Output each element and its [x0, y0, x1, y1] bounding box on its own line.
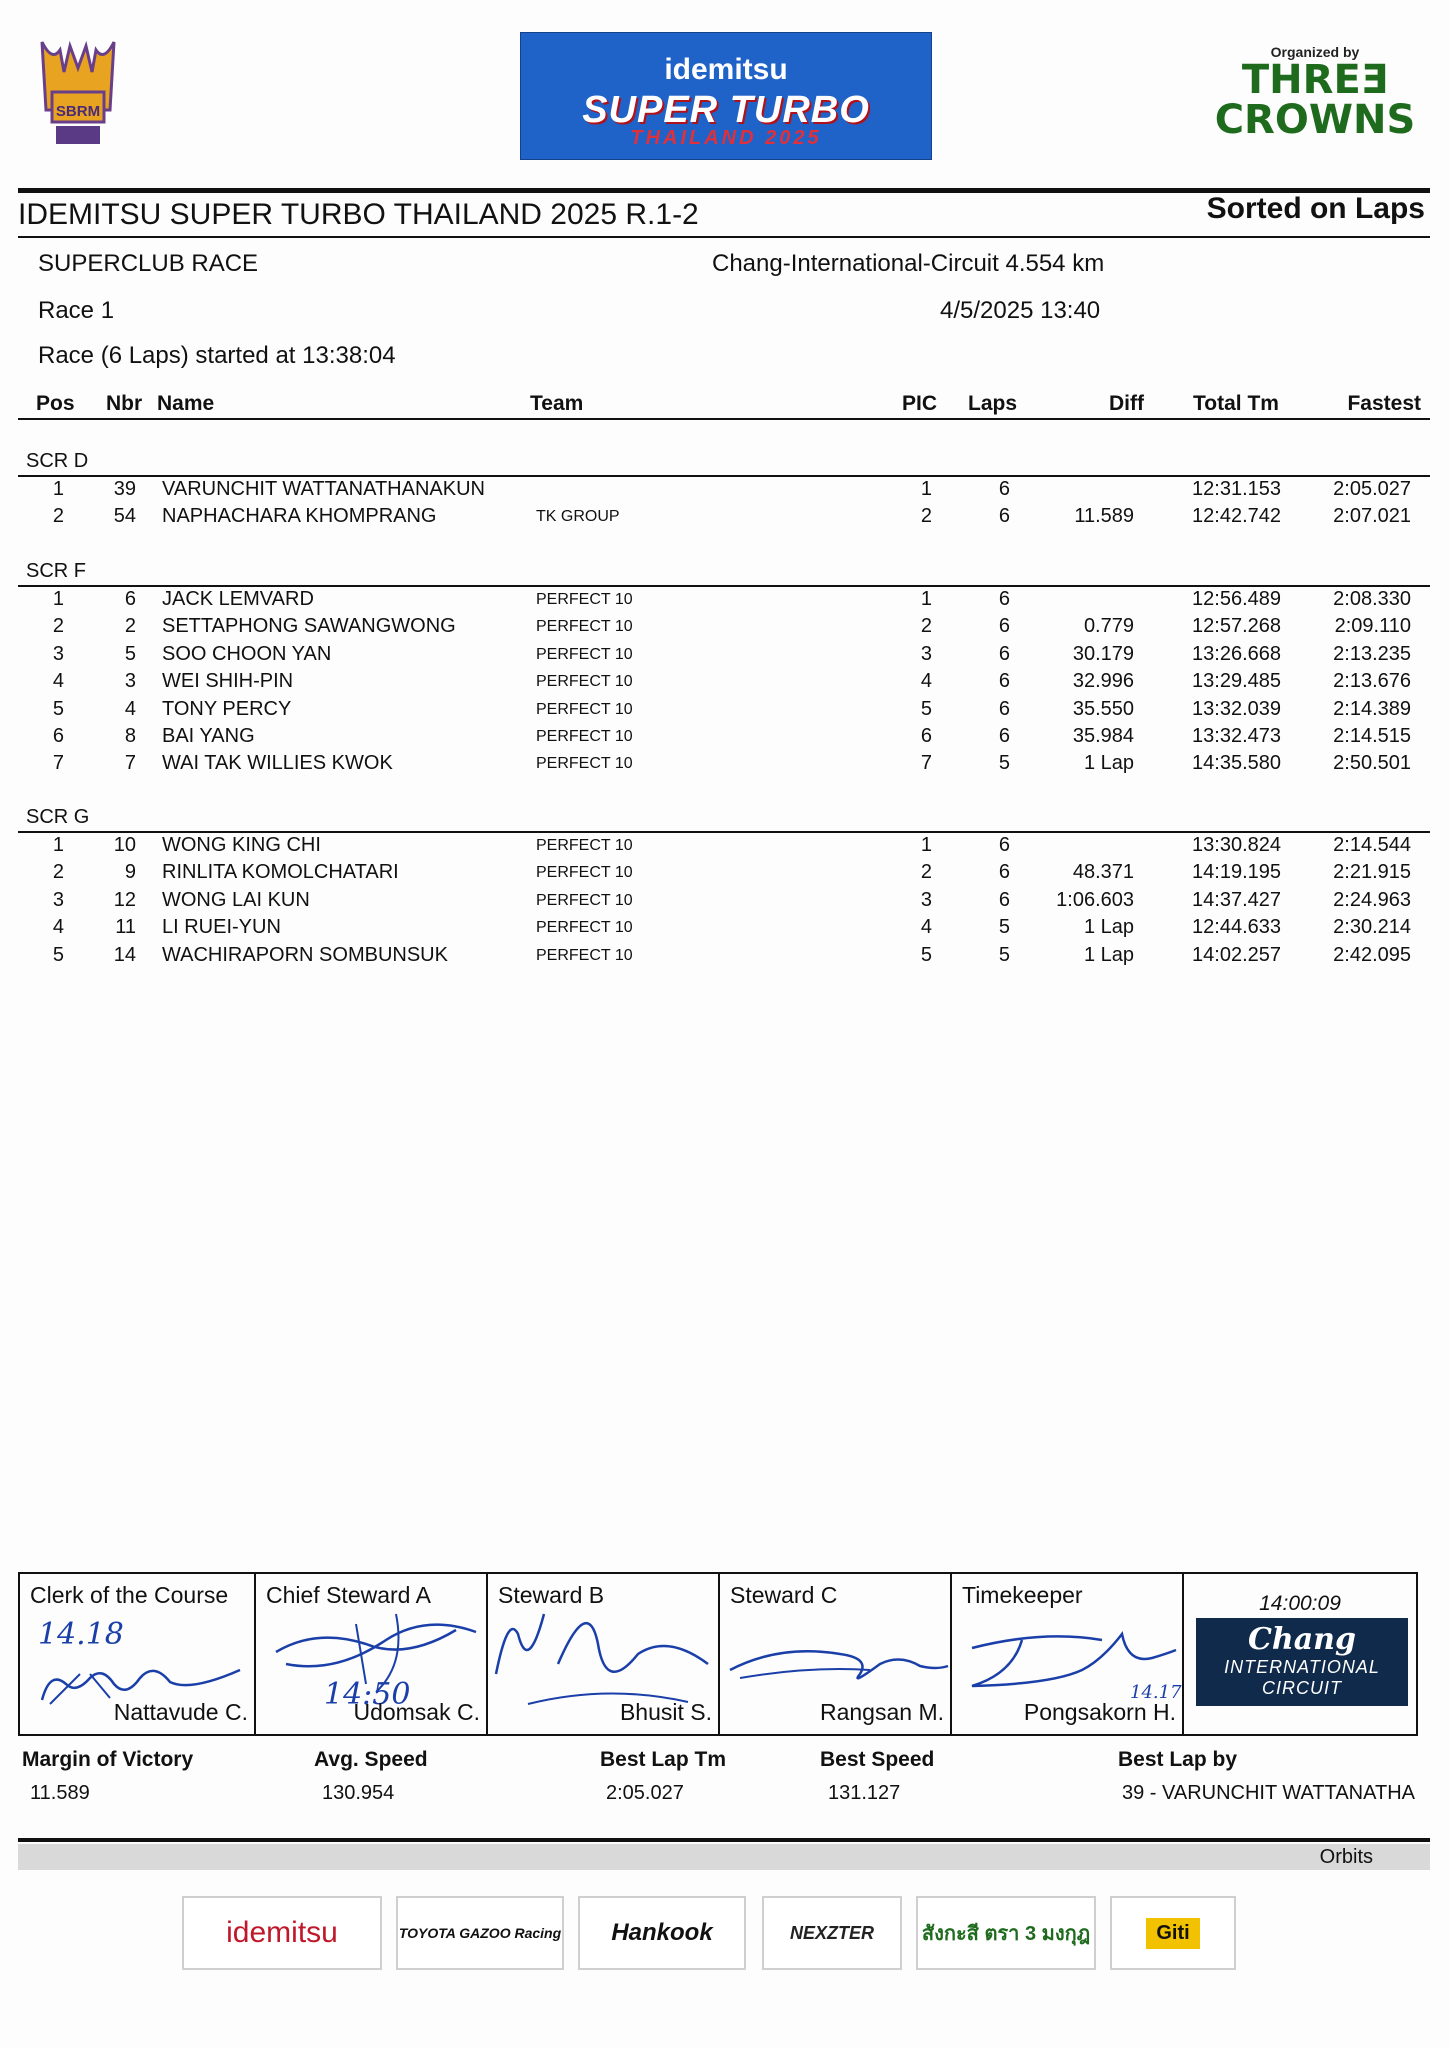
cell-total-time: 13:26.668: [1192, 642, 1281, 665]
cell-laps: 6: [998, 834, 1010, 856]
col-nbr: Nbr: [106, 392, 143, 415]
group-rule: [18, 831, 1430, 833]
sig-cell-chief: [256, 1574, 488, 1734]
cell-team: PERFECT 10: [536, 728, 633, 745]
cell-total-time: 13:32.473: [1192, 725, 1281, 747]
event-title: IDEMITSU SUPER TURBO THAILAND 2025 R.1-2: [18, 198, 699, 231]
cell-name: SOO CHOON YAN: [162, 642, 332, 665]
cell-nbr: 39: [113, 478, 136, 500]
cell-pos: 2: [52, 615, 64, 638]
race-start-info: Race (6 Laps) started at 13:38:04: [38, 342, 396, 369]
best-speed-label: Best Speed: [820, 1748, 935, 1771]
cell-total-time: 14:37.427: [1192, 888, 1281, 911]
cell-team: PERFECT 10: [536, 864, 633, 882]
cell-fastest-lap: 2:14.544: [1333, 834, 1411, 856]
cell-nbr: 10: [113, 834, 136, 856]
cell-diff: 1 Lap: [1083, 916, 1134, 939]
cell-total-time: 14:02.257: [1192, 943, 1281, 966]
cell-nbr: 5: [124, 642, 136, 665]
cell-diff: 1 Lap: [1083, 752, 1134, 775]
steward-c-name: Rangsan M.: [819, 1699, 944, 1725]
cell-fastest-lap: 2:07.021: [1333, 505, 1411, 528]
best-lap-by-value: 39 - VARUNCHIT WATTANATHA: [1122, 1782, 1415, 1804]
sponsor-three-crowns-thai-logo: สังกะสี ตรา 3 มงกุฎ: [916, 1896, 1096, 1970]
cell-total-time: 13:29.485: [1192, 670, 1281, 693]
brand-line-2: SUPER TURBO: [582, 89, 870, 131]
cell-fastest-lap: 2:30.214: [1333, 916, 1411, 939]
cell-name: JACK LEMVARD: [162, 588, 314, 610]
sig-cell-timekeeper: [952, 1574, 1184, 1734]
cell-laps: 5: [998, 752, 1010, 775]
cell-name: SETTAPHONG SAWANGWONG: [162, 615, 456, 638]
sponsor-nexzter-logo: NEXZTER: [762, 1896, 902, 1970]
chief-time: 14:50: [324, 1677, 411, 1712]
cell-pos: 3: [52, 642, 64, 665]
chief-name: Udomsak C.: [353, 1699, 480, 1725]
cell-name: WEI SHIH-PIN: [162, 670, 294, 693]
cell-team: PERFECT 10: [536, 618, 633, 636]
timekeeper-title: Timekeeper: [962, 1582, 1083, 1608]
cell-pic: 2: [920, 861, 932, 884]
cell-name: WAI TAK WILLIES KWOK: [162, 752, 393, 775]
sig-cell-steward-c: [720, 1574, 952, 1734]
best-lap-label: Best Lap Tm: [600, 1748, 727, 1771]
col-total: Total Tm: [1193, 392, 1279, 415]
cell-total-time: 12:44.633: [1192, 916, 1281, 939]
timekeeper-name: Pongsakorn H.: [1023, 1699, 1176, 1725]
cell-pic: 2: [920, 505, 932, 528]
cell-name: TONY PERCY: [162, 697, 292, 720]
sponsor-hankook-logo: Hankook: [578, 1896, 746, 1970]
cell-diff: 32.996: [1072, 670, 1134, 693]
brand-line-3: THAILAND 2025: [630, 127, 822, 149]
cell-fastest-lap: 2:42.095: [1333, 943, 1411, 966]
official-time: 14:00:09: [1259, 1592, 1341, 1615]
steward-b-name: Bhusit S.: [619, 1699, 712, 1725]
col-pos: Pos: [36, 392, 75, 415]
cell-nbr: 4: [124, 697, 136, 720]
col-fastest: Fastest: [1347, 392, 1421, 415]
cell-nbr: 11: [115, 916, 136, 939]
cell-pos: 6: [52, 725, 64, 747]
avg-speed-value: 130.954: [322, 1782, 395, 1804]
avg-speed-label: Avg. Speed: [314, 1748, 428, 1771]
cell-total-time: 14:35.580: [1192, 752, 1281, 775]
cell-laps: 6: [998, 725, 1010, 747]
cell-fastest-lap: 2:14.389: [1333, 697, 1411, 720]
group-label: SCR G: [26, 806, 90, 828]
race-number: Race 1: [38, 297, 115, 324]
steward-c-title: Steward C: [730, 1582, 838, 1608]
cell-fastest-lap: 2:05.027: [1333, 478, 1411, 500]
crest-text: SBRM: [55, 103, 101, 120]
sig-cell-official: [1184, 1574, 1416, 1734]
cell-nbr: 14: [113, 943, 136, 966]
col-team: Team: [530, 392, 584, 415]
sponsor-idemitsu-logo: idemitsu: [182, 1896, 382, 1970]
cell-pic: 3: [920, 642, 932, 665]
timekeeper-time: 14.17: [1130, 1682, 1182, 1703]
group-rule: [18, 475, 1430, 477]
cell-diff: 1:06.603: [1056, 888, 1134, 911]
cell-laps: 6: [998, 642, 1010, 665]
cell-pos: 4: [52, 670, 64, 693]
circuit-info: Chang-International-Circuit 4.554 km: [712, 250, 1105, 277]
col-laps: Laps: [968, 392, 1018, 415]
circuit-logo-line-2: INTERNATIONAL: [1224, 1657, 1380, 1677]
cell-total-time: 12:57.268: [1192, 615, 1281, 638]
clerk-time: 14.18: [38, 1617, 124, 1652]
cell-laps: 6: [998, 670, 1010, 693]
cell-pic: 4: [920, 670, 932, 693]
col-pic: PIC: [902, 392, 938, 415]
cell-laps: 6: [998, 505, 1010, 528]
cell-nbr: 9: [124, 861, 136, 884]
cell-team: PERFECT 10: [536, 673, 633, 691]
cell-pos: 1: [52, 478, 64, 500]
cell-pos: 5: [52, 943, 64, 966]
cell-nbr: 2: [124, 615, 136, 638]
cell-pic: 5: [920, 943, 932, 966]
organizer-line-2: CROWNS: [1214, 97, 1416, 143]
cell-fastest-lap: 2:09.110: [1334, 615, 1411, 638]
circuit-logo-line-1: Chang: [1248, 1622, 1356, 1657]
cell-pos: 4: [52, 916, 64, 939]
cell-team: PERFECT 10: [536, 919, 633, 937]
clerk-title: Clerk of the Course: [30, 1582, 229, 1608]
cell-pos: 1: [52, 588, 64, 610]
group-rule: [18, 585, 1430, 587]
cell-total-time: 13:30.824: [1192, 834, 1281, 856]
title-bottom-rule: [18, 236, 1430, 238]
race-date: 4/5/2025 13:40: [940, 297, 1101, 324]
cell-team: PERFECT 10: [536, 755, 633, 773]
cell-pic: 1: [920, 588, 932, 610]
sponsor-toyota-gazoo-logo: TOYOTA GAZOO Racing: [396, 1896, 564, 1970]
cell-nbr: 12: [113, 888, 136, 911]
cell-nbr: 6: [124, 588, 136, 610]
cell-laps: 5: [998, 943, 1010, 966]
cell-laps: 5: [998, 916, 1010, 939]
orbits-label: Orbits: [1319, 1846, 1373, 1868]
cell-fastest-lap: 2:14.515: [1333, 725, 1411, 747]
cell-name: NAPHACHARA KHOMPRANG: [162, 505, 437, 528]
cell-nbr: 8: [124, 725, 136, 747]
cell-laps: 6: [998, 588, 1010, 610]
sbrm-crest-logo: [38, 32, 118, 150]
cell-diff: 11.589: [1074, 505, 1134, 528]
cell-fastest-lap: 2:50.501: [1333, 752, 1411, 775]
cell-diff: 35.984: [1072, 725, 1134, 747]
circuit-logo-line-3: CIRCUIT: [1262, 1678, 1342, 1698]
cell-name: BAI YANG: [162, 725, 255, 747]
sort-label: Sorted on Laps: [1206, 192, 1425, 225]
group-label: SCR D: [26, 450, 89, 472]
cell-fastest-lap: 2:08.330: [1333, 588, 1411, 610]
steward-b-title: Steward B: [498, 1582, 605, 1608]
sig-cell-clerk: [20, 1574, 256, 1734]
cell-diff: 48.371: [1072, 861, 1134, 884]
clerk-name: Nattavude C.: [113, 1699, 248, 1725]
footer-band: [18, 1844, 1430, 1870]
brand-line-1: idemitsu: [664, 53, 788, 86]
cell-pic: 2: [920, 615, 932, 638]
cell-name: LI RUEI-YUN: [162, 916, 281, 939]
chang-circuit-logo: [1196, 1618, 1408, 1706]
cell-team: PERFECT 10: [536, 645, 633, 663]
cell-pic: 6: [920, 725, 932, 747]
cell-laps: 6: [998, 888, 1010, 911]
cell-total-time: 12:42.742: [1192, 505, 1281, 528]
cell-pos: 1: [52, 834, 64, 856]
chief-title: Chief Steward A: [266, 1582, 431, 1608]
cell-pic: 4: [920, 916, 932, 939]
cell-fastest-lap: 2:13.235: [1333, 642, 1411, 665]
cell-name: RINLITA KOMOLCHATARI: [162, 861, 399, 884]
cell-diff: 0.779: [1083, 615, 1134, 638]
cell-pos: 3: [52, 888, 64, 911]
cell-pic: 1: [920, 834, 932, 856]
cell-pos: 2: [52, 505, 64, 528]
cell-name: WONG LAI KUN: [162, 888, 310, 911]
signature-box: [18, 1572, 1418, 1736]
cell-team: PERFECT 10: [536, 591, 633, 608]
organizer-label: Organized by: [1270, 44, 1360, 60]
cell-pic: 1: [920, 478, 932, 500]
cell-total-time: 12:56.489: [1192, 588, 1281, 610]
cell-laps: 6: [998, 478, 1010, 500]
header-rule: [18, 418, 1430, 420]
footer-rule: [18, 1838, 1430, 1842]
cell-nbr: 7: [124, 752, 136, 775]
cell-name: WONG KING CHI: [162, 834, 321, 856]
cell-fastest-lap: 2:24.963: [1333, 888, 1411, 911]
cell-fastest-lap: 2:21.915: [1333, 861, 1411, 884]
group-label: SCR F: [26, 560, 86, 582]
cell-nbr: 54: [113, 505, 136, 528]
cell-total-time: 14:19.195: [1192, 861, 1281, 884]
cell-diff: 30.179: [1072, 642, 1134, 665]
cell-pic: 5: [920, 697, 932, 720]
cell-pos: 7: [52, 752, 64, 775]
cell-team: PERFECT 10: [536, 946, 633, 964]
cell-name: WACHIRAPORN SOMBUNSUK: [162, 943, 448, 966]
cell-team: TK GROUP: [536, 508, 620, 526]
cell-nbr: 3: [124, 670, 136, 693]
cell-team: PERFECT 10: [536, 837, 633, 854]
margin-value: 11.589: [30, 1782, 90, 1804]
cell-pos: 5: [52, 697, 64, 720]
sponsor-giti-logo: Giti: [1110, 1896, 1236, 1970]
cell-laps: 6: [998, 861, 1010, 884]
organizer-logo: [1200, 44, 1430, 143]
best-lap-by-label: Best Lap by: [1118, 1748, 1238, 1771]
best-speed-value: 131.127: [828, 1782, 901, 1804]
cell-diff: 1 Lap: [1083, 943, 1134, 966]
best-lap-value: 2:05.027: [606, 1782, 684, 1804]
col-name: Name: [157, 392, 215, 415]
cell-pic: 7: [920, 752, 932, 775]
cell-laps: 6: [998, 615, 1010, 638]
cell-total-time: 13:32.039: [1192, 697, 1281, 720]
cell-fastest-lap: 2:13.676: [1333, 670, 1411, 693]
cell-team: PERFECT 10: [536, 891, 633, 909]
cell-laps: 6: [998, 697, 1010, 720]
cell-diff: 35.550: [1072, 697, 1134, 720]
race-class: SUPERCLUB RACE: [38, 250, 259, 277]
margin-label: Margin of Victory: [22, 1748, 194, 1771]
cell-name: VARUNCHIT WATTANATHANAKUN: [162, 478, 485, 500]
cell-pic: 3: [920, 888, 932, 911]
sig-cell-steward-b: [488, 1574, 720, 1734]
col-diff: Diff: [1109, 392, 1144, 415]
cell-pos: 2: [52, 861, 64, 884]
organizer-line-1: THREƎ: [1241, 57, 1389, 103]
cell-team: PERFECT 10: [536, 700, 633, 718]
cell-total-time: 12:31.153: [1192, 478, 1281, 500]
idemitsu-super-turbo-logo: [520, 32, 932, 160]
